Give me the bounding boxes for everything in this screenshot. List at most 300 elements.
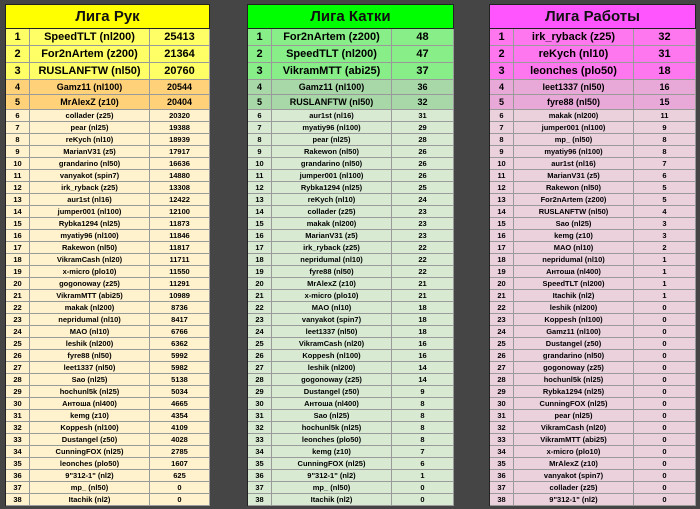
- player-cell: mp_ (nl50): [514, 134, 634, 146]
- player-cell: Koppesh (nl100): [272, 350, 392, 362]
- table-row: [248, 362, 454, 374]
- player-cell: reKych (nl10): [514, 46, 634, 63]
- rank-cell: 1: [490, 29, 514, 46]
- table-row: [6, 458, 210, 470]
- player-cell: kemg (z10): [272, 446, 392, 458]
- table-row: [6, 362, 210, 374]
- score-cell: 10989: [150, 290, 210, 302]
- player-cell: aur1st (nl16): [30, 194, 150, 206]
- table-row: [6, 494, 210, 506]
- table-row: [6, 146, 210, 158]
- score-cell: 26: [392, 170, 454, 182]
- rank-cell: 25: [490, 338, 514, 350]
- table-row: [6, 134, 210, 146]
- score-cell: 0: [634, 326, 696, 338]
- score-cell: 36: [392, 80, 454, 95]
- player-cell: MarianV31 (z5): [272, 230, 392, 242]
- score-cell: 1: [634, 278, 696, 290]
- score-cell: 20404: [150, 95, 210, 110]
- player-cell: Rybka1294 (nl25): [272, 182, 392, 194]
- rank-cell: 16: [6, 230, 30, 242]
- rank-cell: 31: [6, 410, 30, 422]
- score-cell: 7: [634, 158, 696, 170]
- player-cell: pear (nl25): [514, 410, 634, 422]
- rank-cell: 7: [248, 122, 272, 134]
- rank-cell: 32: [490, 422, 514, 434]
- score-cell: 28: [392, 134, 454, 146]
- player-cell: Rakewon (nl50): [272, 146, 392, 158]
- table-row: [490, 46, 696, 63]
- table-row: [6, 182, 210, 194]
- rank-cell: 28: [248, 374, 272, 386]
- score-cell: 5982: [150, 362, 210, 374]
- score-cell: 0: [634, 410, 696, 422]
- table-row: [490, 230, 696, 242]
- score-cell: 23: [392, 218, 454, 230]
- player-cell: Dustangel (z50): [514, 338, 634, 350]
- player-cell: x-micro (plo10): [272, 290, 392, 302]
- rank-cell: 9: [6, 146, 30, 158]
- table-row: [6, 80, 210, 95]
- player-cell: aur1st (nl16): [272, 110, 392, 122]
- rank-cell: 7: [6, 122, 30, 134]
- player-cell: VikramMTT (abi25): [272, 63, 392, 80]
- player-cell: collader (z25): [272, 206, 392, 218]
- rank-cell: 26: [490, 350, 514, 362]
- rank-cell: 12: [490, 182, 514, 194]
- rank-cell: 6: [490, 110, 514, 122]
- rank-cell: 20: [6, 278, 30, 290]
- table-row: [248, 146, 454, 158]
- table-row: [6, 386, 210, 398]
- score-cell: 8: [634, 146, 696, 158]
- table-row: [6, 398, 210, 410]
- score-cell: 22: [392, 266, 454, 278]
- table-row: [490, 350, 696, 362]
- player-cell: For2nArtem (z200): [514, 194, 634, 206]
- score-cell: 31: [392, 110, 454, 122]
- rank-cell: 2: [490, 46, 514, 63]
- rank-cell: 37: [490, 482, 514, 494]
- score-cell: 8: [392, 398, 454, 410]
- score-cell: 19388: [150, 122, 210, 134]
- table-row: [248, 470, 454, 482]
- score-cell: 11873: [150, 218, 210, 230]
- rank-cell: 21: [6, 290, 30, 302]
- player-cell: grandarino (nl50): [272, 158, 392, 170]
- score-cell: 3: [634, 230, 696, 242]
- player-cell: Антоша (nl400): [514, 266, 634, 278]
- player-cell: myatiy96 (nl100): [514, 146, 634, 158]
- table-row: [248, 422, 454, 434]
- player-cell: 9"312-1" (nl2): [272, 470, 392, 482]
- player-cell: makak (nl200): [30, 302, 150, 314]
- rank-cell: 20: [490, 278, 514, 290]
- table-row: [6, 206, 210, 218]
- table-row: [490, 290, 696, 302]
- player-cell: hochunl5k (nl25): [272, 422, 392, 434]
- player-cell: Gamz11 (nl100): [272, 80, 392, 95]
- rank-cell: 8: [6, 134, 30, 146]
- rank-cell: 10: [490, 158, 514, 170]
- table-row: [490, 386, 696, 398]
- score-cell: 8: [392, 434, 454, 446]
- score-cell: 11550: [150, 266, 210, 278]
- score-cell: 5: [634, 182, 696, 194]
- table-row: [490, 422, 696, 434]
- rank-cell: 17: [6, 242, 30, 254]
- table-row: [6, 230, 210, 242]
- table-row: [490, 446, 696, 458]
- table-row: [490, 29, 696, 46]
- rank-cell: 23: [490, 314, 514, 326]
- table-row: [248, 302, 454, 314]
- score-cell: 6: [392, 458, 454, 470]
- player-cell: RUSLANFTW (nl50): [30, 63, 150, 80]
- score-cell: 0: [634, 398, 696, 410]
- rank-cell: 13: [490, 194, 514, 206]
- player-cell: Koppesh (nl100): [514, 314, 634, 326]
- rank-cell: 3: [490, 63, 514, 80]
- rank-cell: 13: [248, 194, 272, 206]
- rank-cell: 11: [248, 170, 272, 182]
- rank-cell: 17: [490, 242, 514, 254]
- rank-cell: 25: [6, 338, 30, 350]
- table-row: [248, 266, 454, 278]
- score-cell: 13308: [150, 182, 210, 194]
- score-cell: 18: [634, 63, 696, 80]
- league-title: Лига Работы: [490, 5, 696, 29]
- rank-cell: 25: [248, 338, 272, 350]
- table-row: [248, 410, 454, 422]
- rank-cell: 19: [490, 266, 514, 278]
- player-cell: jumper001 (nl100): [30, 206, 150, 218]
- player-cell: jumper001 (nl100): [272, 170, 392, 182]
- score-cell: 5992: [150, 350, 210, 362]
- player-cell: mp_ (nl50): [30, 482, 150, 494]
- score-cell: 0: [634, 386, 696, 398]
- score-cell: 5: [634, 194, 696, 206]
- score-cell: 0: [150, 482, 210, 494]
- table-row: [490, 206, 696, 218]
- table-row: [248, 374, 454, 386]
- player-cell: Rakewon (nl50): [30, 242, 150, 254]
- table-row: [248, 398, 454, 410]
- score-cell: 48: [392, 29, 454, 46]
- rank-cell: 9: [248, 146, 272, 158]
- table-row: [490, 110, 696, 122]
- table-row: [6, 218, 210, 230]
- table-row: [6, 374, 210, 386]
- rank-cell: 32: [6, 422, 30, 434]
- score-cell: 4: [634, 206, 696, 218]
- score-cell: 17917: [150, 146, 210, 158]
- player-cell: gogonoway (z25): [30, 278, 150, 290]
- rank-cell: 3: [6, 63, 30, 80]
- table-row: [6, 350, 210, 362]
- player-cell: myatiy96 (nl100): [30, 230, 150, 242]
- score-cell: 8: [634, 134, 696, 146]
- rank-cell: 10: [6, 158, 30, 170]
- rank-cell: 36: [490, 470, 514, 482]
- table-row: [248, 110, 454, 122]
- score-cell: 5138: [150, 374, 210, 386]
- rank-cell: 38: [490, 494, 514, 506]
- rank-cell: 17: [248, 242, 272, 254]
- score-cell: 12422: [150, 194, 210, 206]
- player-cell: leonches (plo50): [514, 63, 634, 80]
- rank-cell: 18: [6, 254, 30, 266]
- rank-cell: 34: [248, 446, 272, 458]
- score-cell: 0: [634, 362, 696, 374]
- table-row: [248, 314, 454, 326]
- score-cell: 37: [392, 63, 454, 80]
- table-row: [490, 326, 696, 338]
- rank-cell: 3: [248, 63, 272, 80]
- rank-cell: 26: [248, 350, 272, 362]
- score-cell: 31: [634, 46, 696, 63]
- table-row: [248, 194, 454, 206]
- player-cell: 9"312-1" (nl2): [514, 494, 634, 506]
- score-cell: 47: [392, 46, 454, 63]
- player-cell: leshik (nl200): [514, 302, 634, 314]
- rank-cell: 13: [6, 194, 30, 206]
- table-row: [490, 434, 696, 446]
- player-cell: Sao (nl25): [30, 374, 150, 386]
- score-cell: 6: [634, 170, 696, 182]
- score-cell: 5034: [150, 386, 210, 398]
- rank-cell: 29: [490, 386, 514, 398]
- score-cell: 2: [634, 242, 696, 254]
- score-cell: 12100: [150, 206, 210, 218]
- score-cell: 0: [392, 494, 454, 506]
- rank-cell: 21: [490, 290, 514, 302]
- player-cell: SpeedTLT (nl200): [30, 29, 150, 46]
- table-row: [248, 290, 454, 302]
- player-cell: Rakewon (nl50): [514, 182, 634, 194]
- rank-cell: 36: [6, 470, 30, 482]
- player-cell: vanyakot (spin7): [272, 314, 392, 326]
- rank-cell: 14: [490, 206, 514, 218]
- rank-cell: 22: [248, 302, 272, 314]
- table-row: [248, 494, 454, 506]
- table-row: [248, 63, 454, 80]
- rank-cell: 14: [6, 206, 30, 218]
- score-cell: 11711: [150, 254, 210, 266]
- table-row: [6, 170, 210, 182]
- player-cell: leshik (nl200): [30, 338, 150, 350]
- score-cell: 18939: [150, 134, 210, 146]
- score-cell: 6362: [150, 338, 210, 350]
- rank-cell: 9: [490, 146, 514, 158]
- score-cell: 0: [634, 470, 696, 482]
- table-row: [6, 314, 210, 326]
- score-cell: 6766: [150, 326, 210, 338]
- table-row: [490, 80, 696, 95]
- table-row: [490, 146, 696, 158]
- player-cell: irk_ryback (z25): [30, 182, 150, 194]
- rank-cell: 19: [6, 266, 30, 278]
- table-row: [6, 434, 210, 446]
- rank-cell: 15: [490, 218, 514, 230]
- score-cell: 29: [392, 122, 454, 134]
- score-cell: 0: [634, 314, 696, 326]
- league-table-1: [5, 4, 210, 506]
- table-row: [248, 46, 454, 63]
- player-cell: grandarino (nl50): [514, 350, 634, 362]
- rank-cell: 33: [6, 434, 30, 446]
- rank-cell: 24: [248, 326, 272, 338]
- player-cell: nepridumal (nl10): [30, 314, 150, 326]
- rank-cell: 16: [248, 230, 272, 242]
- league-title: Лига Рук: [6, 5, 210, 29]
- score-cell: 22: [392, 242, 454, 254]
- rank-cell: 15: [248, 218, 272, 230]
- table-row: [248, 434, 454, 446]
- score-cell: 0: [634, 302, 696, 314]
- score-cell: 11846: [150, 230, 210, 242]
- score-cell: 23: [392, 206, 454, 218]
- player-cell: Антоша (nl400): [272, 398, 392, 410]
- table-row: [248, 446, 454, 458]
- table-row: [248, 230, 454, 242]
- player-cell: aur1st (nl16): [514, 158, 634, 170]
- rank-cell: 34: [6, 446, 30, 458]
- score-cell: 625: [150, 470, 210, 482]
- table-row: [490, 158, 696, 170]
- player-cell: MarianV31 (z5): [514, 170, 634, 182]
- player-cell: hochunl5k (nl25): [514, 374, 634, 386]
- table-row: [248, 254, 454, 266]
- table-row: [6, 110, 210, 122]
- score-cell: 9: [634, 122, 696, 134]
- player-cell: Sao (nl25): [272, 410, 392, 422]
- rank-cell: 24: [6, 326, 30, 338]
- score-cell: 0: [634, 446, 696, 458]
- player-cell: RUSLANFTW (nl50): [272, 95, 392, 110]
- player-cell: gogonoway (z25): [514, 362, 634, 374]
- score-cell: 8736: [150, 302, 210, 314]
- player-cell: collader (z25): [30, 110, 150, 122]
- rank-cell: 4: [490, 80, 514, 95]
- player-cell: MrAlexZ (z10): [30, 95, 150, 110]
- score-cell: 20760: [150, 63, 210, 80]
- table-row: [490, 278, 696, 290]
- player-cell: vanyakot (spin7): [514, 470, 634, 482]
- rank-cell: 30: [248, 398, 272, 410]
- player-cell: RUSLANFTW (nl50): [514, 206, 634, 218]
- table-row: [490, 254, 696, 266]
- rank-cell: 27: [248, 362, 272, 374]
- score-cell: 18: [392, 326, 454, 338]
- score-cell: 26: [392, 146, 454, 158]
- table-row: [490, 362, 696, 374]
- table-row: [248, 158, 454, 170]
- rank-cell: 6: [248, 110, 272, 122]
- rank-cell: 7: [490, 122, 514, 134]
- score-cell: 14880: [150, 170, 210, 182]
- rank-cell: 21: [248, 290, 272, 302]
- rank-cell: 22: [490, 302, 514, 314]
- table-row: [6, 63, 210, 80]
- player-cell: collader (z25): [514, 482, 634, 494]
- rank-cell: 4: [248, 80, 272, 95]
- table-row: [248, 218, 454, 230]
- table-row: [248, 386, 454, 398]
- player-cell: pear (nl25): [30, 122, 150, 134]
- rank-cell: 38: [6, 494, 30, 506]
- score-cell: 15: [634, 95, 696, 110]
- player-cell: Itachik (nl2): [30, 494, 150, 506]
- score-cell: 4109: [150, 422, 210, 434]
- table-row: [248, 29, 454, 46]
- player-cell: reKych (nl10): [272, 194, 392, 206]
- player-cell: gogonoway (z25): [272, 374, 392, 386]
- score-cell: 0: [634, 434, 696, 446]
- score-cell: 4354: [150, 410, 210, 422]
- player-cell: Rybka1294 (nl25): [514, 386, 634, 398]
- player-cell: reKych (nl10): [30, 134, 150, 146]
- score-cell: 3: [634, 218, 696, 230]
- rank-cell: 20: [248, 278, 272, 290]
- rank-cell: 31: [248, 410, 272, 422]
- player-cell: leonches (plo50): [30, 458, 150, 470]
- player-cell: Rybka1294 (nl25): [30, 218, 150, 230]
- player-cell: Gamz11 (nl100): [30, 80, 150, 95]
- table-row: [6, 46, 210, 63]
- player-cell: fyre88 (nl50): [514, 95, 634, 110]
- player-cell: myatiy96 (nl100): [272, 122, 392, 134]
- score-cell: 1: [634, 266, 696, 278]
- player-cell: fyre88 (nl50): [30, 350, 150, 362]
- table-row: [6, 158, 210, 170]
- score-cell: 0: [634, 350, 696, 362]
- score-cell: 0: [634, 482, 696, 494]
- rank-cell: 38: [248, 494, 272, 506]
- score-cell: 11: [634, 110, 696, 122]
- rank-cell: 33: [248, 434, 272, 446]
- league-title: Лига Катки: [248, 5, 454, 29]
- score-cell: 11291: [150, 278, 210, 290]
- score-cell: 7: [392, 446, 454, 458]
- table-row: [6, 254, 210, 266]
- score-cell: 20320: [150, 110, 210, 122]
- player-cell: irk_ryback (z25): [514, 29, 634, 46]
- rank-cell: 36: [248, 470, 272, 482]
- rank-cell: 30: [6, 398, 30, 410]
- rank-cell: 31: [490, 410, 514, 422]
- rank-cell: 18: [248, 254, 272, 266]
- score-cell: 0: [634, 338, 696, 350]
- player-cell: jumper001 (nl100): [514, 122, 634, 134]
- table-row: [490, 374, 696, 386]
- player-cell: fyre88 (nl50): [272, 266, 392, 278]
- score-cell: 8417: [150, 314, 210, 326]
- player-cell: Dustangel (z50): [272, 386, 392, 398]
- table-row: [490, 338, 696, 350]
- player-cell: Itachik (nl2): [272, 494, 392, 506]
- score-cell: 1: [634, 290, 696, 302]
- rank-cell: 11: [490, 170, 514, 182]
- table-row: [490, 302, 696, 314]
- table-row: [248, 338, 454, 350]
- score-cell: 4665: [150, 398, 210, 410]
- score-cell: 1: [392, 470, 454, 482]
- rank-cell: 35: [248, 458, 272, 470]
- player-cell: MrAlexZ (z10): [272, 278, 392, 290]
- table-row: [490, 182, 696, 194]
- table-row: [490, 314, 696, 326]
